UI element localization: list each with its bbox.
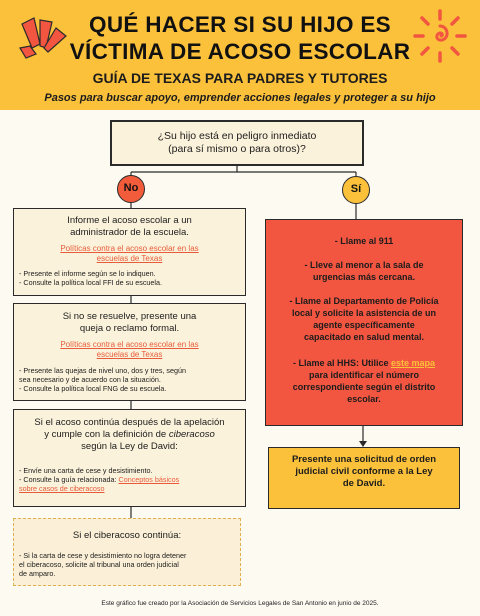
step-formal-complaint xyxy=(13,303,246,401)
link-line2: escuelas de Texas xyxy=(96,350,163,359)
heading-emphasis: ciberacoso xyxy=(168,429,215,440)
step3-heading2 xyxy=(14,429,245,441)
no-branch-badge: No xyxy=(117,175,145,203)
emergency-item3-l3: agente específicamente xyxy=(313,320,415,330)
emergency-item4-l4: escolar. xyxy=(347,394,381,404)
step2-heading1: Si no se resuelve, presente una xyxy=(62,311,197,322)
page-tagline: Pasos para buscar apoyo, emprender acciones legales y proteger a su hijo xyxy=(44,92,436,104)
bullet-text: - Consulte la guía relacionada: xyxy=(19,475,119,484)
step3-bullet2 xyxy=(19,475,243,484)
emergency-steps-box xyxy=(265,219,463,426)
link-line1: Políticas contra el acoso escolar en las xyxy=(60,244,199,253)
civil-protective-order-box xyxy=(268,447,460,509)
page-title-line2: VÍCTIMA DE ACOSO ESCOLAR xyxy=(69,39,411,64)
question-line2: (para sí mismo o para otros)? xyxy=(168,143,306,155)
hhs-map-link[interactable]: este mapa xyxy=(391,358,436,368)
protective-order-text xyxy=(269,454,459,490)
step2-heading2: queja o reclamo formal. xyxy=(79,323,180,334)
texas-bullying-policy-link[interactable] xyxy=(14,244,245,264)
page-title-line1: QUÉ HACER SI SU HIJO ES xyxy=(89,12,391,37)
po-line3: de David. xyxy=(342,478,386,489)
link-line1: Políticas contra el acoso escolar en las xyxy=(60,340,199,349)
step4-line2: el ciberacoso, solicite al tribunal una orden judicial xyxy=(19,560,179,569)
texas-bullying-policy-link-2[interactable] xyxy=(14,340,245,360)
step1-bullet2: - Consulte la política local FFI de su escuela. xyxy=(19,278,163,287)
emergency-item4-l1 xyxy=(266,357,462,369)
step-cyberbullying-law xyxy=(13,409,246,507)
step2-bullet3: - Consulte la política local FNG de su escuela. xyxy=(19,384,167,393)
step3-heading3: según la Ley de David: xyxy=(81,441,178,452)
emergency-item2-l2: urgencias más cercana. xyxy=(312,272,416,282)
po-line2: judicial civil conforme a la Ley xyxy=(295,466,433,477)
emergency-item4-l2: para identificar el número xyxy=(308,370,420,380)
emergency-item3-l4: capacitado en salud mental. xyxy=(303,332,425,342)
yes-branch-badge: Sí xyxy=(342,176,370,204)
step2-bullet1: - Presente las quejas de nivel uno, dos y tres, según xyxy=(19,366,187,375)
step1-bullet1: - Presente el informe según se lo indiquen. xyxy=(19,269,156,278)
emergency-item4-l3: correspondiente según el distrito xyxy=(292,382,436,392)
step-report-bullying xyxy=(13,208,246,296)
page-subtitle: GUÍA DE TEXAS PARA PADRES Y TUTORES xyxy=(92,70,388,86)
emergency-item2-l1: - Lleve al menor a la sala de xyxy=(304,260,424,270)
step2-bullet2: sea necesario y de acuerdo con la situación. xyxy=(19,375,161,384)
footer-credit: Este gráfico fue creado por la Asociación de Servicios Legales de San Antonio en junio de 2025. xyxy=(101,600,379,607)
cyberbullying-guide-link[interactable]: Conceptos básicos xyxy=(118,475,180,484)
step4-heading: Si el ciberacoso continúa: xyxy=(72,530,182,541)
step4-line1: - Si la carta de cese y desistimiento no logra detener xyxy=(19,551,187,560)
step3-bullet3 xyxy=(19,484,243,493)
item-text: - Llame al HHS: Utilice xyxy=(292,358,391,368)
emergency-item3-l2: local y solicite la asistencia de un xyxy=(291,308,437,318)
step3-heading1: Si el acoso continúa después de la apelación xyxy=(34,417,225,428)
step4-line3: de amparo. xyxy=(19,569,56,578)
danger-question xyxy=(110,120,364,166)
step-protective-order-request xyxy=(13,518,241,586)
heading-text: y cumple con la definición de xyxy=(44,429,169,440)
cyberbullying-guide-link-cont[interactable]: sobre casos de ciberacoso xyxy=(19,484,105,493)
link-line2: escuelas de Texas xyxy=(96,254,163,263)
po-line1: Presente una solicitud de orden xyxy=(291,454,437,465)
step1-heading1: Informe el acoso escolar a un xyxy=(67,215,192,226)
emergency-item3-l1: - Llame al Departamento de Policía xyxy=(289,296,439,306)
question-line1: ¿Su hijo está en peligro inmediato xyxy=(157,130,317,142)
emergency-item1: - Llame al 911 xyxy=(334,236,394,246)
step1-heading2: administrador de la escuela. xyxy=(70,227,189,238)
step3-bullet1: - Envíe una carta de cese y desistimiento. xyxy=(19,466,153,475)
